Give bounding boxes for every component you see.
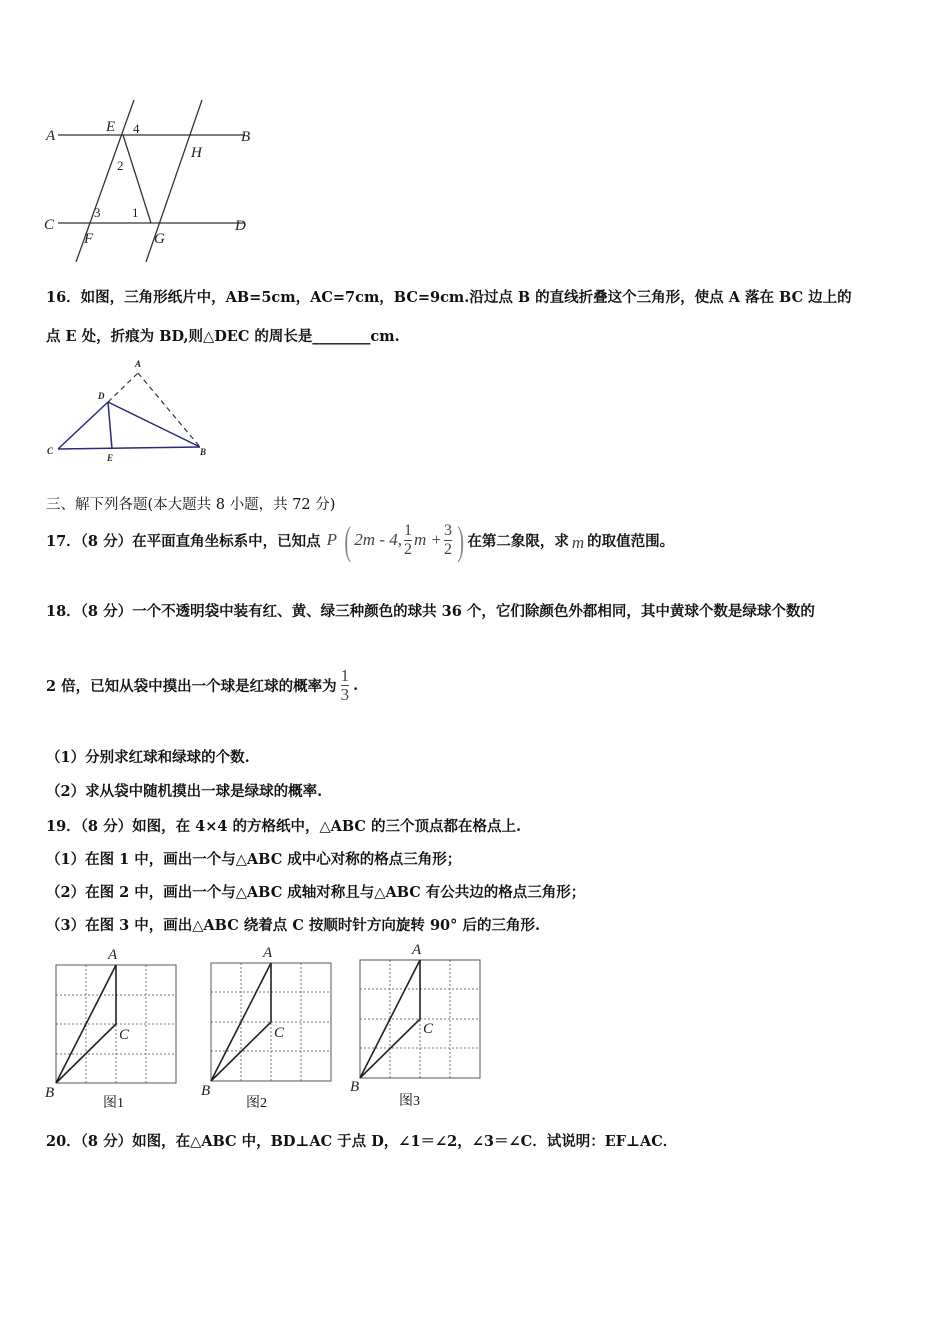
fold-triangle-figure bbox=[40, 355, 220, 465]
q18-line2: 2 倍，已知从袋中摸出一个球是红球的概率为 $\frac{1}{3}$ . bbox=[46, 665, 359, 704]
q18-sub1: （1）分别求红球和绿球的个数. bbox=[46, 749, 250, 766]
fig15-label-1: 1 bbox=[132, 205, 139, 220]
q17-expr-a: 2m - 4, bbox=[354, 530, 402, 549]
fig15-label-D: D bbox=[235, 218, 246, 234]
grid3-caption: 图3 bbox=[399, 1094, 420, 1109]
grid1-label-B: B bbox=[45, 1085, 55, 1101]
fig16-label-B: B bbox=[200, 447, 207, 457]
fig15-label-C: C bbox=[44, 217, 55, 233]
grid3-label-B: B bbox=[350, 1079, 360, 1095]
fig15-label-E: E bbox=[106, 119, 116, 135]
grid2-label-A: A bbox=[263, 945, 273, 961]
fig16-label-D: D bbox=[98, 391, 105, 401]
fig15-label-G: G bbox=[154, 231, 165, 247]
grid-figure-1 bbox=[40, 940, 200, 1115]
q17-point: P bbox=[326, 530, 337, 549]
q17-tail: 的取值范围。 bbox=[587, 532, 675, 550]
fig15-label-A: A bbox=[46, 128, 56, 144]
q19-sub2: （2）在图 2 中，画出一个与△ABC 成轴对称且与△ABC 有公共边的格点三角形； bbox=[46, 884, 586, 901]
parallel-lines-figure bbox=[40, 95, 270, 270]
grid-figure-2 bbox=[196, 940, 356, 1115]
fig16-label-C: C bbox=[47, 446, 54, 456]
grid-figure-3 bbox=[344, 938, 504, 1113]
fig16-label-A: A bbox=[135, 359, 142, 369]
q17-prefix: 17．（8 分）在平面直角坐标系中，已知点 bbox=[46, 532, 321, 550]
q19-line1: 19．（8 分）如图，在 4×4 的方格纸中，△ABC 的三个顶点都在格点上. bbox=[46, 818, 522, 835]
grid3-label-A: A bbox=[412, 942, 422, 958]
grid1-label-C: C bbox=[119, 1027, 130, 1043]
q16-line2: 点 E 处，折痕为 BD,则△DEC 的周长是________cm. bbox=[46, 328, 400, 345]
grid1-label-A: A bbox=[108, 947, 118, 963]
q17-line: 17．（8 分）在平面直角坐标系中，已知点 P ( 2m - 4, $\frac{1}{2}$ m + $\frac{3}{2}$ ) 在第二象限，求 m 的取值范围。 bbox=[46, 517, 675, 563]
q19-sub3: （3）在图 3 中，画出△ABC 绕着点 C 按顺时针方向旋转 90° 后的三角形. bbox=[46, 917, 540, 934]
q18-line1: 18．（8 分）一个不透明袋中装有红、黄、绿三种颜色的球共 36 个，它们除颜色外都相同，其中黄球个数是绿球个数的 bbox=[46, 603, 815, 620]
q17-var: m bbox=[571, 533, 585, 552]
q18-frac: $\frac{1}{3}$ bbox=[340, 665, 350, 704]
fig15-label-B: B bbox=[241, 129, 251, 145]
q17-suffix: 在第二象限，求 bbox=[467, 532, 569, 550]
grid3-label-C: C bbox=[423, 1021, 434, 1037]
grid2-label-B: B bbox=[201, 1083, 211, 1099]
grid2-label-C: C bbox=[274, 1025, 285, 1041]
fig15-label-H: H bbox=[191, 145, 202, 161]
q17-half: $\frac{1}{2}$ bbox=[404, 521, 412, 558]
fig16-label-E: E bbox=[107, 453, 114, 463]
section-heading: 三、解下列各题(本大题共 8 小题，共 72 分) bbox=[46, 497, 336, 513]
q19-sub1: （1）在图 1 中，画出一个与△ABC 成中心对称的格点三角形； bbox=[46, 851, 462, 868]
q20-line1: 20．（8 分）如图，在△ABC 中，BD⊥AC 于点 D，∠1＝∠2，∠3＝∠C．试说明：EF⊥AC． bbox=[46, 1133, 678, 1150]
fig15-label-4: 4 bbox=[133, 121, 140, 136]
q17-expr-b: m + bbox=[414, 530, 442, 549]
fig15-label-F: F bbox=[84, 231, 94, 247]
fig15-label-3: 3 bbox=[94, 205, 101, 220]
grid2-caption: 图2 bbox=[246, 1096, 267, 1111]
q17-frac: $\frac{3}{2}$ bbox=[444, 521, 452, 558]
grid1-caption: 图1 bbox=[103, 1096, 124, 1111]
q18-sub2: （2）求从袋中随机摸出一球是绿球的概率. bbox=[46, 783, 323, 800]
fig15-label-2: 2 bbox=[117, 158, 124, 173]
q16-line1: 16．如图，三角形纸片中，AB=5cm，AC=7cm，BC=9cm.沿过点 B 的直线折叠这个三角形，使点 A 落在 BC 边上的 bbox=[46, 289, 852, 306]
